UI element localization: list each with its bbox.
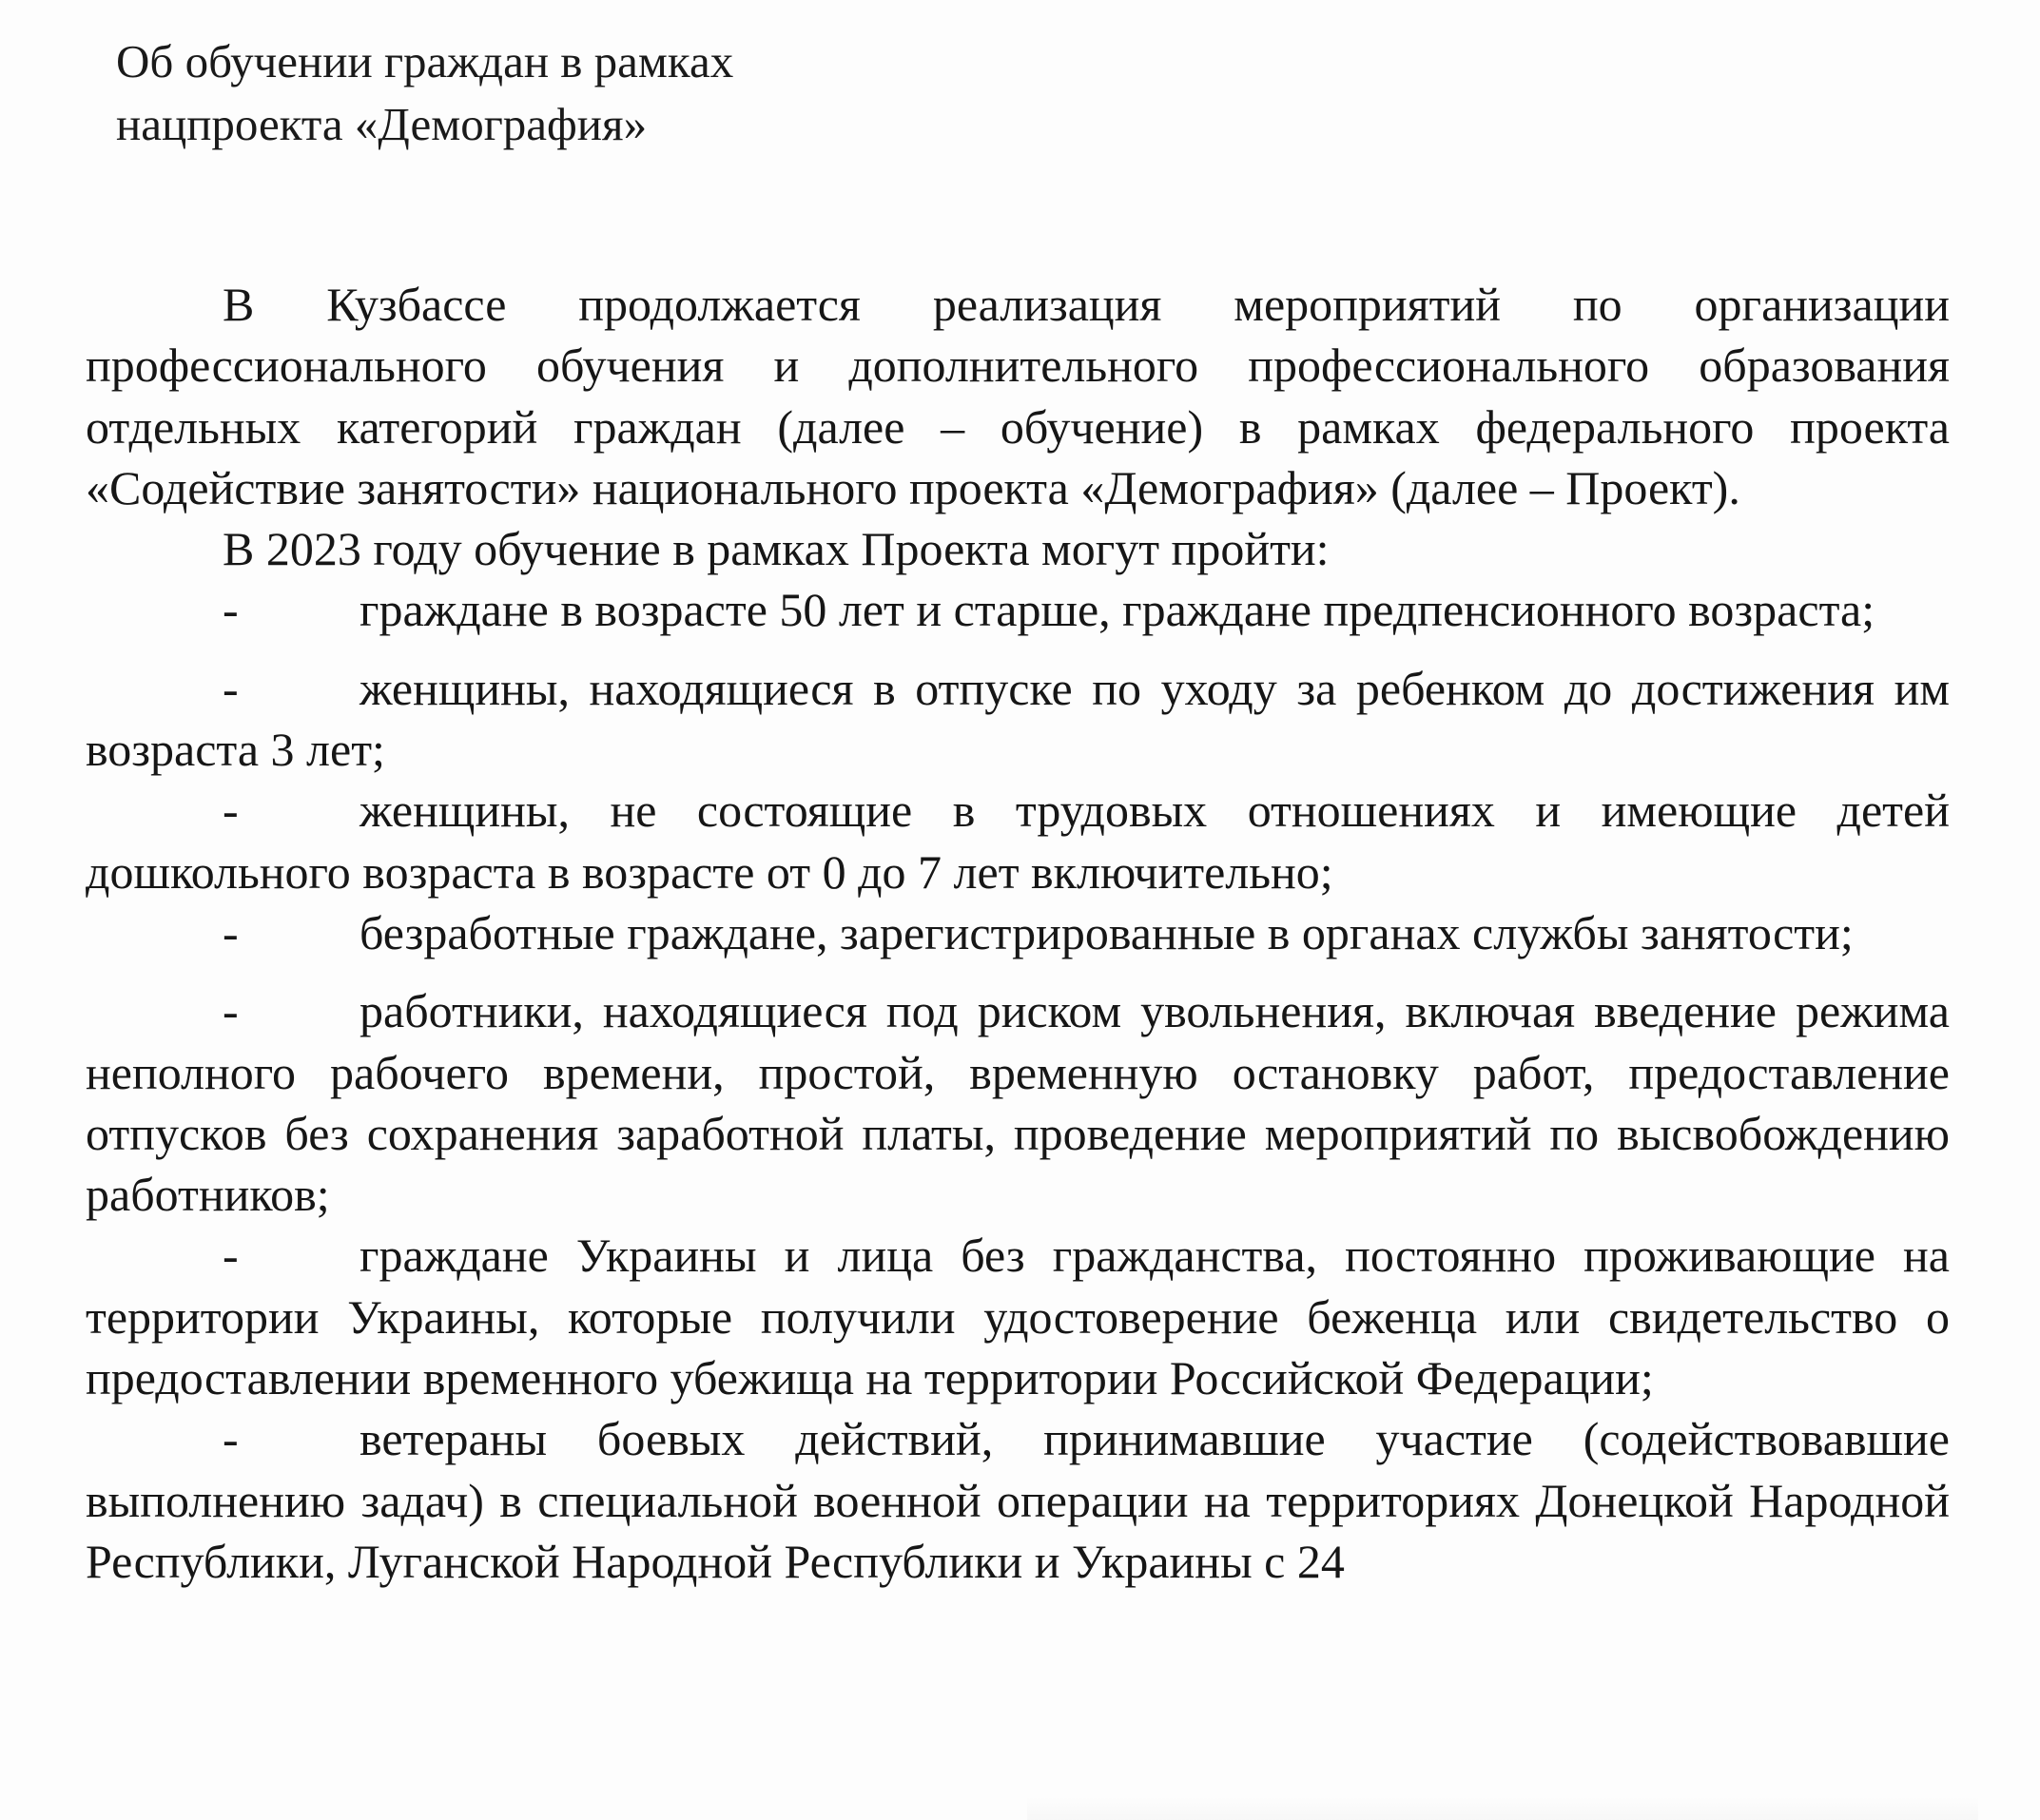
list-item-text: женщины, не состоящие в трудовых отношениях и имеющие детей дошкольного возраста в возрасте от 0 до 7 лет включительно; [86,784,1950,899]
heading-line-1: Об обучении граждан в рамках [116,35,734,87]
list-item-text: работники, находящиеся под риском увольнения, включая введение режима неполного рабочего времени, простой, временную остановку работ, предоставление отпусков без сохранения заработной платы, проведение мероприятий по высвобождению работников; [86,984,1950,1222]
list-dash: - [223,1229,239,1283]
list-item-text: граждане Украины и лица без гражданства, постоянно проживающие на территории Украины, которые получили удостоверение беженца или свидетельство о предоставлении временного убежища на территории Российской Федерации; [86,1229,1950,1405]
list-item [86,1408,1950,1592]
list-item-text: женщины, находящиеся в отпуске по уходу за ребенком до достижения им возраста 3 лет; [86,661,1950,777]
list-item-text: безработные граждане, зарегистрированные в органах службы занятости; [359,905,1854,959]
list-dash: - [223,784,239,838]
lead-paragraph: В 2023 году обучение в рамках Проекта могут пройти: [223,522,1330,576]
list-dash: - [223,583,239,637]
list-dash: - [223,1412,239,1466]
list-item [86,1225,1950,1408]
list-dash: - [223,984,239,1038]
list-item-text: граждане в возрасте 50 лет и старше, граждане предпенсионного возраста; [359,583,1875,637]
list-item [86,579,1950,640]
list-dash: - [223,661,239,715]
list-item [86,658,1950,781]
list-item-text: ветераны боевых действий, принимавшие участие (содействовавшие выполнению задач) в специальной военной операции на территориях Донецкой Народной Республики, Луганской Народной Республики и Украины с 24 [86,1412,1950,1588]
document-heading [116,30,972,156]
heading-line-2: нацпроекта «Демография» [116,98,648,150]
document-body [86,274,1950,1592]
list-item [86,780,1950,902]
list-item [86,980,1950,1225]
intro-paragraph: В Кузбассе продолжается реализация мероприятий по организации профессионального обучения и дополнительного профессионального образования отдельных категорий граждан (далее – обучение) в рамках федерального проекта «Содействие занятости» национального проекта «Демография» (далее – Проект). [86,278,1950,514]
list-item [86,902,1950,963]
list-dash: - [223,905,239,959]
scan-edge-shadow [1027,1797,1978,1820]
